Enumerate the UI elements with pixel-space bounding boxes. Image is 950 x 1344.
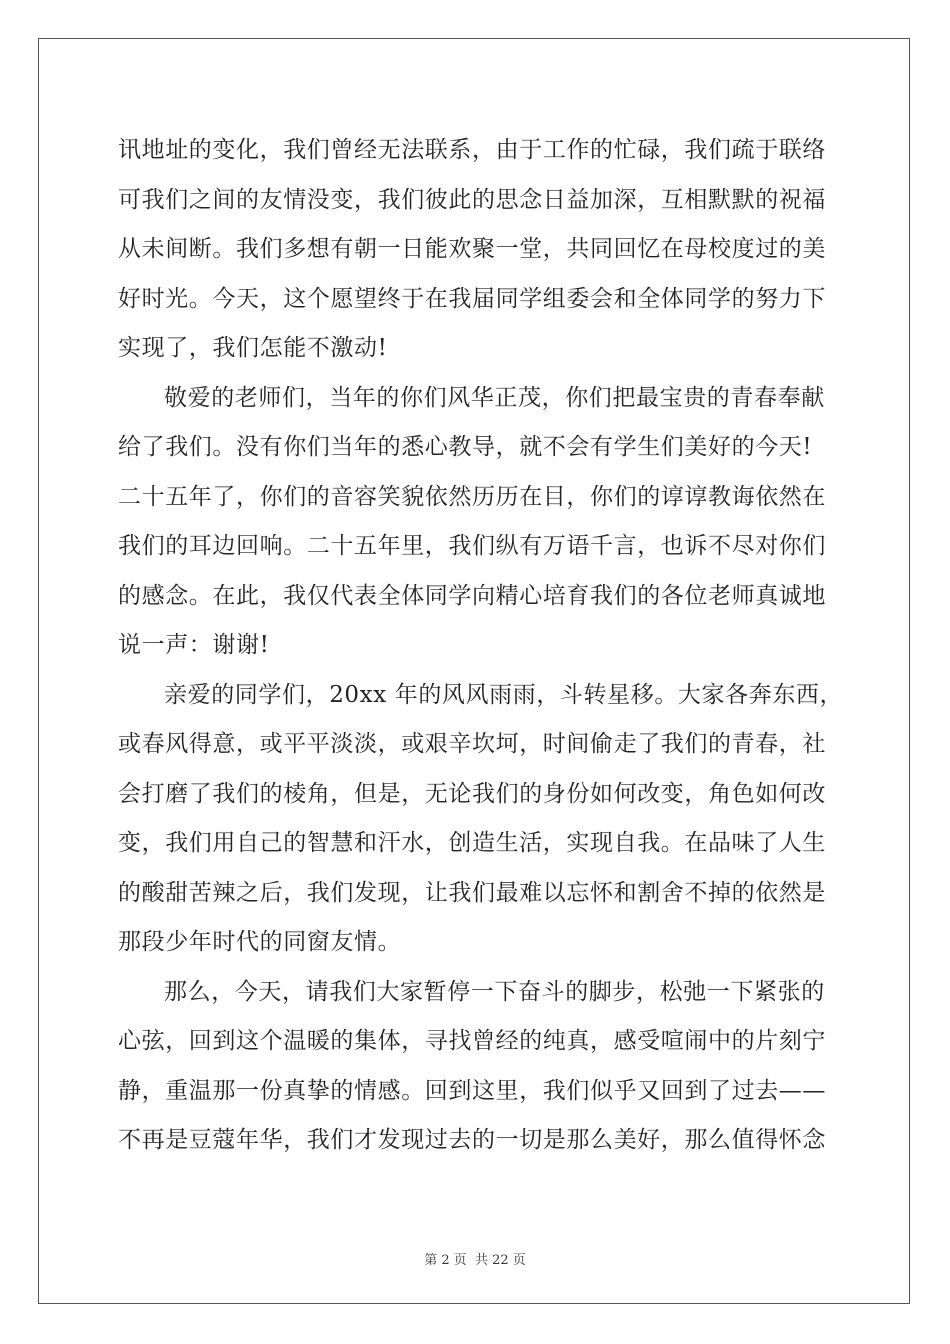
text-line: 静，重温那一份真挚的情感。回到这里，我们似乎又回到了过去—— [118, 1078, 826, 1104]
text-line: 从未间断。我们多想有朝一日能欢聚一堂，共同回忆在母校度过的美 [118, 236, 826, 262]
text-line: 讯地址的变化，我们曾经无法联系，由于工作的忙碌，我们疏于联络 [118, 137, 826, 163]
text-line: 给了我们。没有你们当年的悉心教导，就不会有学生们美好的今天! [118, 434, 813, 460]
text-line: 或春风得意，或平平淡淡，或艰辛坎坷，时间偷走了我们的青春，社 [118, 731, 826, 757]
paragraph-first-line: 敬爱的老师们，当年的你们风华正茂，你们把最宝贵的青春奉献 [164, 385, 825, 411]
text-line: 的感念。在此，我仅代表全体同学向精心培育我们的各位老师真诚地 [118, 583, 826, 609]
text-line: 不再是豆蔻年华，我们才发现过去的一切是那么美好，那么值得怀念 [118, 1127, 826, 1153]
page-number: 第 2 页 [424, 1253, 467, 1268]
text-line: 心弦，回到这个温暖的集体，寻找曾经的纯真，感受喧闹中的片刻宁 [118, 1028, 826, 1054]
page-footer [0, 1249, 950, 1268]
paragraph-first-line: 亲爱的同学们，20xx 年的风风雨雨，斗转星移。大家各奔东西， [164, 682, 844, 708]
text-line: 变，我们用自己的智慧和汗水，创造生活，实现自我。在品味了人生 [118, 830, 826, 856]
text-line: 会打磨了我们的棱角，但是，无论我们的身份如何改变，角色如何改 [118, 781, 826, 807]
paragraph-first-line: 那么，今天，请我们大家暂停一下奋斗的脚步，松弛一下紧张的 [164, 979, 825, 1005]
text-line: 可我们之间的友情没变，我们彼此的思念日益加深，互相默默的祝福 [118, 187, 826, 213]
text-line: 那段少年时代的同窗友情。 [118, 929, 402, 955]
page-border [38, 38, 910, 1304]
text-line: 好时光。今天，这个愿望终于在我届同学组委会和全体同学的努力下 [118, 286, 826, 312]
text-line: 说一声：谢谢! [118, 632, 270, 658]
text-line: 实现了，我们怎能不激动! [118, 335, 388, 361]
total-pages: 共 22 页 [474, 1253, 526, 1268]
text-line: 的酸甜苦辣之后，我们发现，让我们最难以忘怀和割舍不掉的依然是 [118, 880, 826, 906]
text-line: 二十五年了，你们的音容笑貌依然历历在目，你们的谆谆教诲依然在 [118, 484, 826, 510]
text-line: 我们的耳边回响。二十五年里，我们纵有万语千言，也诉不尽对你们 [118, 533, 826, 559]
